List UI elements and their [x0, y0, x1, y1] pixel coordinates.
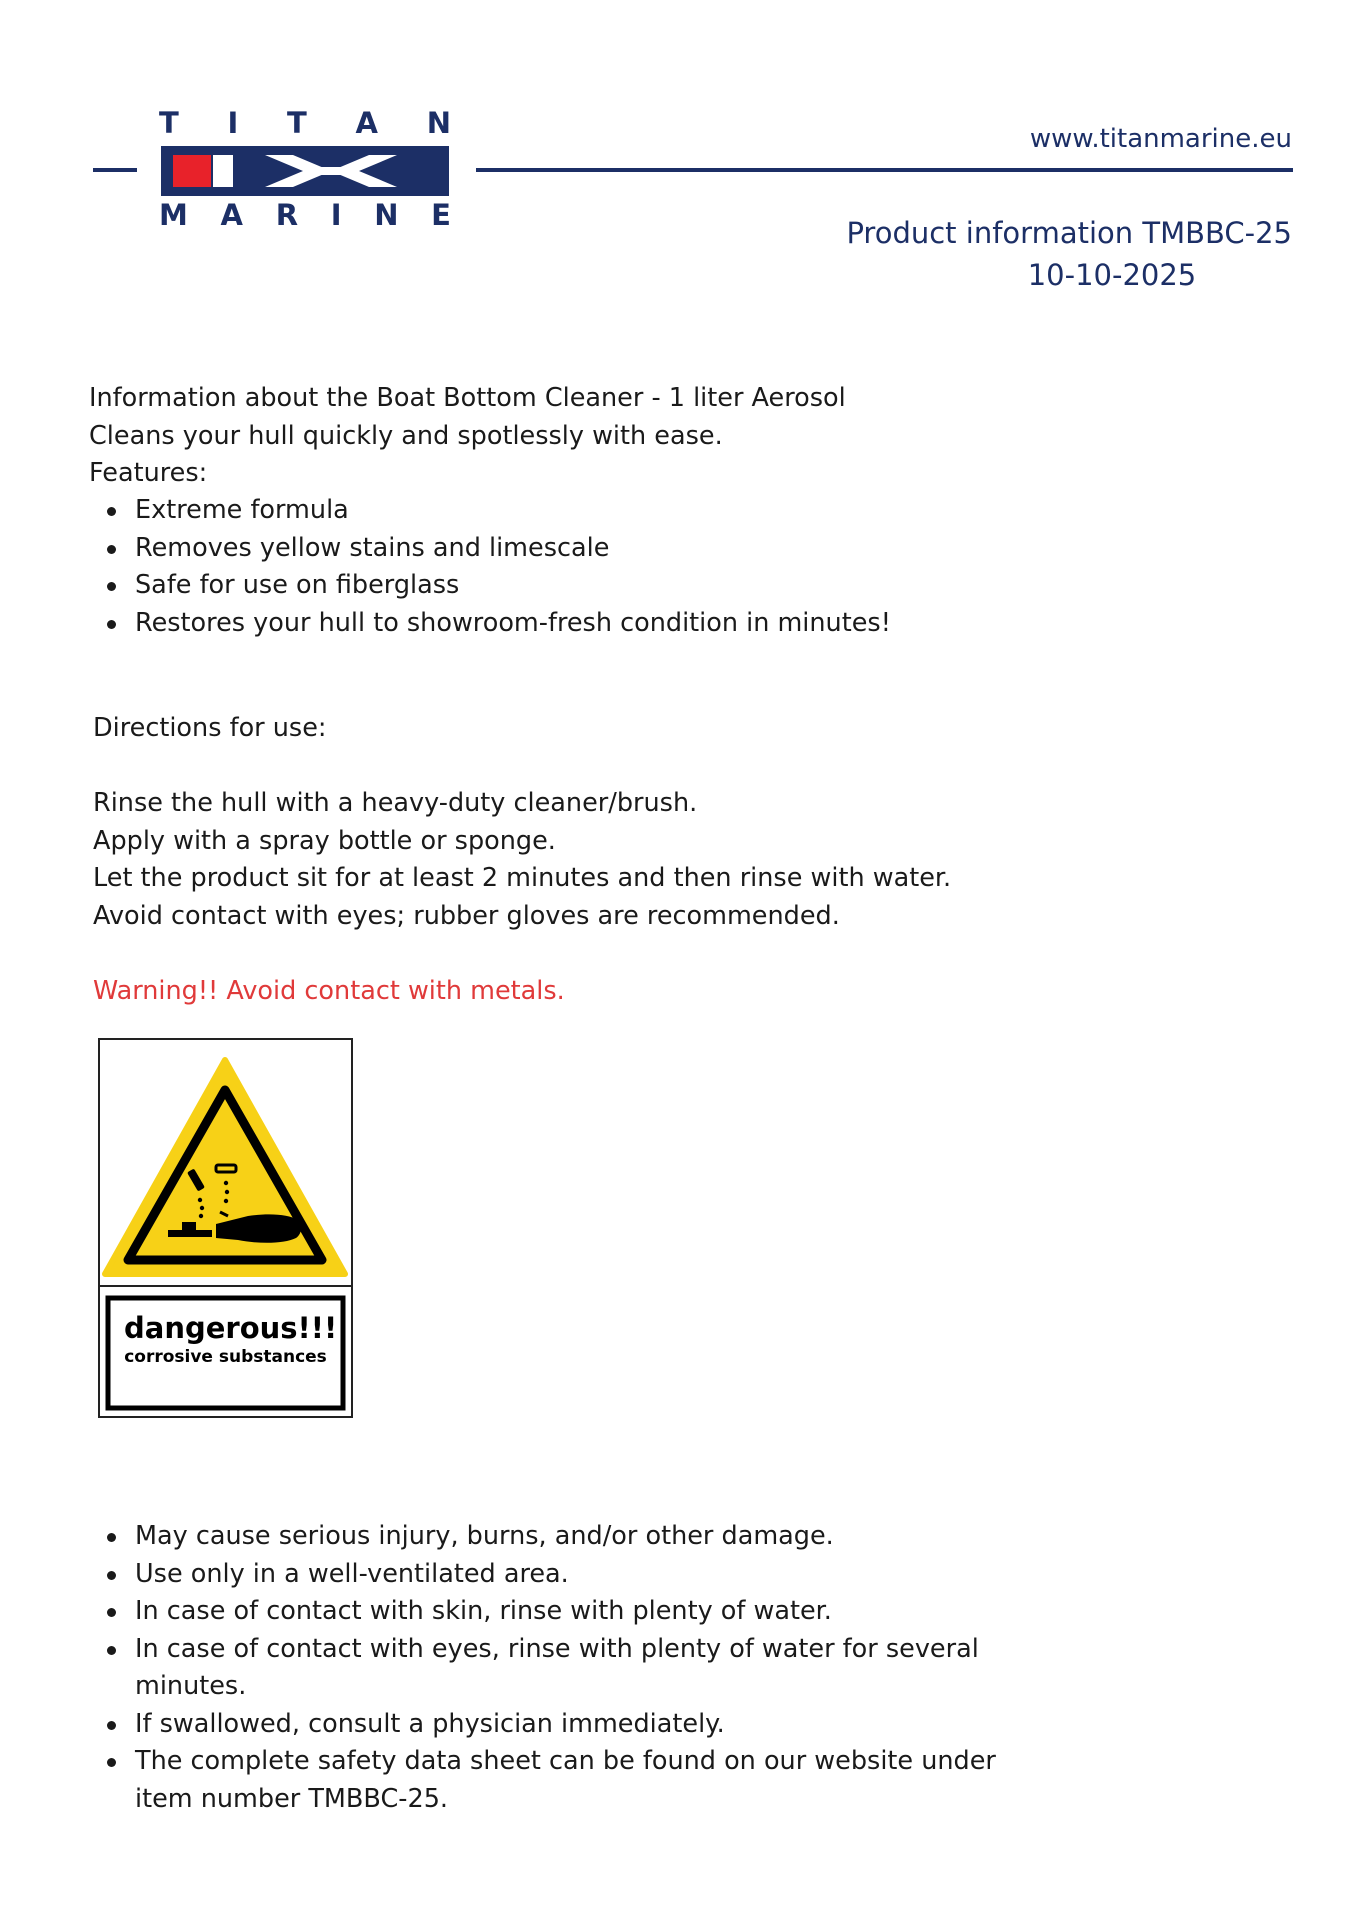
bullet-icon	[107, 1533, 116, 1542]
sign-text	[124, 1310, 338, 1368]
logo-word-titan: T I T A N	[159, 106, 451, 140]
safety-list	[89, 1518, 1089, 1818]
list-item: The complete safety data sheet can be found on our website under item number TMBBC-25.	[89, 1743, 1095, 1818]
bullet-icon	[107, 1571, 116, 1580]
features-label: Features:	[89, 458, 208, 488]
sign-subtitle: corrosive substances	[124, 1347, 327, 1367]
intro-line-1: Information about the Boat Bottom Cleaner - 1 liter Aerosol	[89, 383, 846, 413]
directions-section	[93, 710, 951, 935]
directions-heading: Directions for use:	[93, 713, 327, 743]
website-link[interactable]: www.titanmarine.eu	[1029, 124, 1292, 154]
direction-step: Rinse the hull with a heavy-duty cleaner/brush.	[93, 788, 698, 818]
bullet-icon	[107, 1721, 116, 1730]
header-rule-right	[476, 168, 1293, 172]
metal-warning: Warning!! Avoid contact with metals.	[93, 976, 565, 1006]
logo-flag-icon	[161, 146, 449, 196]
direction-step: Let the product sit for at least 2 minutes and then rinse with water.	[93, 863, 952, 893]
bullet-icon	[107, 582, 116, 591]
direction-step: Avoid contact with eyes; rubber gloves are recommended.	[93, 900, 840, 931]
list-item: In case of contact with skin, rinse with plenty of water.	[89, 1593, 1089, 1631]
corrosive-hazard-sign	[98, 1038, 353, 1418]
list-item: In case of contact with eyes, rinse with plenty of water for several minutes.	[89, 1631, 1089, 1706]
product-info-block	[792, 212, 1292, 296]
list-item: If swallowed, consult a physician immediately.	[89, 1706, 1089, 1744]
list-item: Restores your hull to showroom-fresh condition in minutes!	[89, 605, 891, 643]
list-item: Use only in a well-ventilated area.	[89, 1556, 1089, 1594]
bullet-icon	[107, 1608, 116, 1617]
sign-title: dangerous!!!	[124, 1311, 338, 1345]
intro-line-2: Cleans your hull quickly and spotlessly with ease.	[89, 420, 723, 451]
logo-word-marine: M A R I N E	[159, 198, 451, 232]
bullet-icon	[107, 1758, 116, 1767]
bullet-icon	[107, 507, 116, 516]
bullet-icon	[107, 1646, 116, 1655]
titan-marine-logo	[93, 108, 458, 232]
list-item: Extreme formula	[89, 492, 891, 530]
intro-section	[89, 380, 846, 493]
bullet-icon	[107, 620, 116, 629]
product-info-date: 10-10-2025	[1027, 258, 1197, 292]
list-item: May cause serious injury, burns, and/or other damage.	[89, 1518, 1089, 1556]
product-info-title: Product information TMBBC-25	[846, 216, 1292, 250]
features-list	[89, 492, 891, 642]
list-item: Removes yellow stains and limescale	[89, 530, 891, 568]
bullet-icon	[107, 545, 116, 554]
direction-step: Apply with a spray bottle or sponge.	[93, 825, 556, 856]
list-item: Safe for use on fiberglass	[89, 567, 891, 605]
